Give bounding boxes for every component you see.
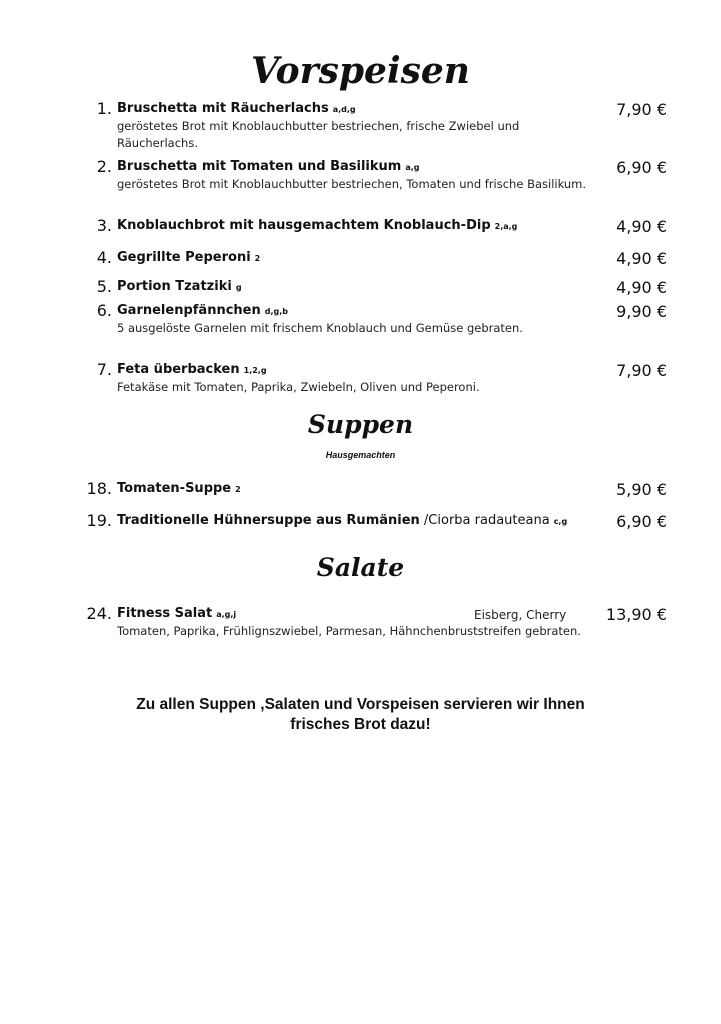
item-name: Tomaten-Suppe 2: [117, 481, 241, 496]
item-description: Fetakäse mit Tomaten, Paprika, Zwiebeln, Oliven und Peperoni.: [117, 380, 480, 394]
item-number: 2.: [96, 157, 112, 176]
item-name: Garnelenpfännchen d,g,b: [117, 303, 288, 318]
item-price: 4,90 €: [616, 217, 667, 236]
item-number: 7.: [96, 360, 112, 379]
item-price: 6,90 €: [616, 512, 667, 531]
footer-note: [0, 695, 721, 735]
item-description: 5 ausgelöste Garnelen mit frischem Knoblauch und Gemüse gebraten.: [117, 321, 523, 335]
item-price: 9,90 €: [616, 302, 667, 321]
item-number: 3.: [96, 216, 112, 235]
item-name: Bruschetta mit Tomaten und Basilikum a,g: [117, 159, 420, 174]
section-title-suppen: Suppen: [307, 410, 414, 439]
item-number: 18.: [86, 479, 112, 498]
item-number: 5.: [96, 277, 112, 296]
item-description: geröstetes Brot mit Knoblauchbutter bestriechen, frische Zwiebel und Räucherlachs.: [117, 119, 520, 150]
section-subtitle-suppen: Hausgemachten: [325, 450, 396, 460]
item-number: 6.: [96, 301, 112, 320]
allergen-codes: a,g,j: [216, 610, 237, 619]
item-price: 6,90 €: [616, 158, 667, 177]
item-alt-name: /Ciorba radauteana: [419, 513, 550, 528]
allergen-codes: 2: [254, 254, 261, 263]
item-number: 19.: [86, 511, 112, 530]
allergen-codes: 1,2,g: [243, 366, 267, 375]
item-name: Fitness Salat a,g,j: [117, 606, 237, 621]
footer-line-1: Zu allen Suppen ,Salaten und Vorspeisen servieren wir Ihnen: [136, 696, 585, 713]
item-price: 7,90 €: [616, 100, 667, 119]
allergen-codes: g: [235, 283, 242, 292]
item-extra: Eisberg, Cherry: [474, 608, 567, 622]
allergen-codes: 2: [235, 485, 241, 494]
allergen-codes: 2,a,g: [494, 222, 518, 231]
item-number: 4.: [96, 248, 112, 267]
section-title-vorspeisen: Vorspeisen: [251, 50, 470, 92]
item-name: Portion Tzatziki g: [117, 279, 242, 294]
item-name: Gegrillte Peperoni 2: [117, 250, 261, 265]
item-price: 5,90 €: [616, 480, 667, 499]
allergen-codes: a,d,g: [332, 105, 356, 114]
section-title-salate: Salate: [316, 553, 405, 582]
allergen-codes: a,g: [405, 163, 420, 172]
item-number: 1.: [96, 99, 112, 118]
item-number: 24.: [86, 604, 112, 623]
allergen-codes: c,g: [553, 517, 568, 526]
item-description: geröstetes Brot mit Knoblauchbutter bestriechen, Tomaten und frische Basilikum.: [117, 177, 587, 191]
item-price: 7,90 €: [616, 361, 667, 380]
item-price: 4,90 €: [616, 278, 667, 297]
item-name: Traditionelle Hühnersuppe aus Rumänien /Ciorba radauteana c,g: [117, 513, 568, 528]
item-price: 13,90 €: [605, 605, 667, 624]
footer-line-2: frisches Brot dazu!: [290, 716, 431, 733]
allergen-codes: d,g,b: [264, 307, 288, 316]
item-name: Knoblauchbrot mit hausgemachtem Knoblauch-Dip 2,a,g: [117, 218, 518, 233]
item-name: Feta überbacken 1,2,g: [117, 362, 267, 377]
item-price: 4,90 €: [616, 249, 667, 268]
item-name: Bruschetta mit Räucherlachs a,d,g: [117, 101, 356, 116]
item-description: Tomaten, Paprika, Frühlignszwiebel, Parmesan, Hähnchenbruststreifen gebraten.: [117, 624, 581, 638]
